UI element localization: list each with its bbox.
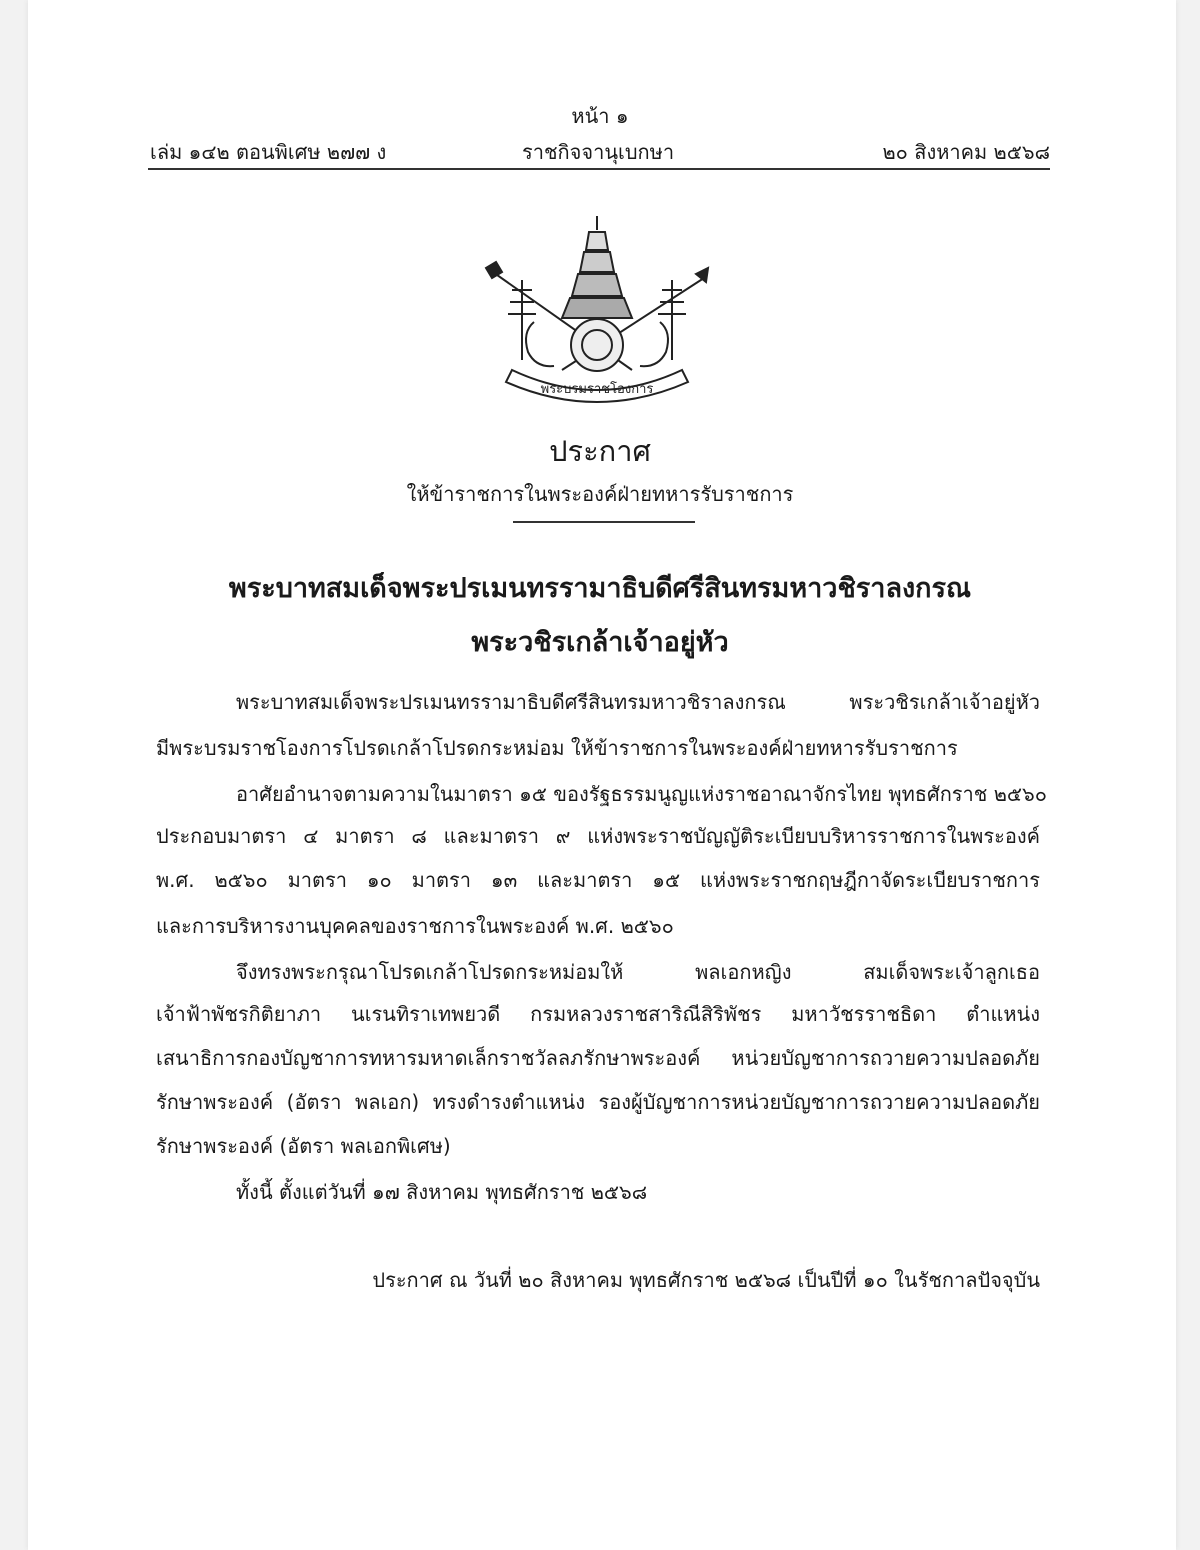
gazette-name: ราชกิจจานุเบกษา bbox=[522, 140, 675, 164]
announcement-title: ประกาศ bbox=[549, 434, 651, 468]
body-line-9: เสนาธิการกองบัญชาการทหารมหาดเล็กราชวัลลภรักษาพระองค์ หน่วยบัญชาการถวายความปลอดภัย bbox=[156, 1046, 1040, 1070]
body-line-12: ทั้งนี้ ตั้งแต่วันที่ ๑๗ สิงหาคม พุทธศักราช ๒๕๖๘ bbox=[236, 1180, 648, 1204]
volume-info: เล่ม ๑๔๒ ตอนพิเศษ ๒๗๗ ง bbox=[150, 140, 387, 164]
royal-seal-icon bbox=[482, 210, 712, 410]
body-line-5: พ.ศ. ๒๕๖๐ มาตรา ๑๐ มาตรา ๑๓ และมาตรา ๑๕ แห่งพระราชกฤษฎีกาจัดระเบียบราชการ bbox=[156, 868, 1040, 892]
king-name-line-1: พระบาทสมเด็จพระปรเมนทรรามาธิบดีศรีสินทรมหาวชิราลงกรณ bbox=[228, 573, 972, 604]
gazette-header bbox=[150, 136, 1050, 166]
header-date: ๒๐ สิงหาคม ๒๕๖๘ bbox=[882, 140, 1050, 164]
king-name-line-2: พระวชิรเกล้าเจ้าอยู่หัว bbox=[471, 627, 729, 658]
body-line-7: จึงทรงพระกรุณาโปรดเกล้าโปรดกระหม่อมให้ พลเอกหญิง สมเด็จพระเจ้าลูกเธอ bbox=[236, 960, 1040, 984]
seal-ribbon-text: พระบรมราชโองการ bbox=[540, 382, 654, 397]
closing-line: ประกาศ ณ วันที่ ๒๐ สิงหาคม พุทธศักราช ๒๕๖๘ เป็นปีที่ ๑๐ ในรัชกาลปัจจุบัน bbox=[372, 1268, 1040, 1292]
body-line-2: มีพระบรมราชโองการโปรดเกล้าโปรดกระหม่อม ให้ข้าราชการในพระองค์ฝ่ายทหารรับราชการ bbox=[156, 736, 958, 760]
body-line-8: เจ้าฟ้าพัชรกิติยาภา นเรนทิราเทพยวดี กรมหลวงราชสาริณีสิริพัชร มหาวัชรราชธิดา ตำแหน่ง bbox=[156, 1002, 1040, 1026]
body-line-6: และการบริหารงานบุคคลของราชการในพระองค์ พ.ศ. ๒๕๖๐ bbox=[156, 914, 674, 938]
body-line-1: พระบาทสมเด็จพระปรเมนทรรามาธิบดีศรีสินทรมหาวชิราลงกรณ พระวชิรเกล้าเจ้าอยู่หัว bbox=[236, 690, 1040, 714]
body-line-10: รักษาพระองค์ (อัตรา พลเอก) ทรงดำรงตำแหน่ง รองผู้บัญชาการหน่วยบัญชาการถวายความปลอดภัย bbox=[156, 1090, 1040, 1114]
page-number: หน้า ๑ bbox=[571, 104, 629, 128]
announcement-subtitle: ให้ข้าราชการในพระองค์ฝ่ายทหารรับราชการ bbox=[406, 482, 794, 506]
body-line-4: ประกอบมาตรา ๔ มาตรา ๘ และมาตรา ๙ แห่งพระราชบัญญัติระเบียบบริหารราชการในพระองค์ bbox=[156, 824, 1040, 848]
body-line-3: อาศัยอำนาจตามความในมาตรา ๑๕ ของรัฐธรรมนูญแห่งราชอาณาจักรไทย พุทธศักราช ๒๕๖๐ bbox=[236, 782, 1047, 806]
body-line-11: รักษาพระองค์ (อัตรา พลเอกพิเศษ) bbox=[156, 1134, 451, 1158]
title-divider bbox=[513, 521, 695, 523]
header-divider bbox=[148, 168, 1050, 170]
